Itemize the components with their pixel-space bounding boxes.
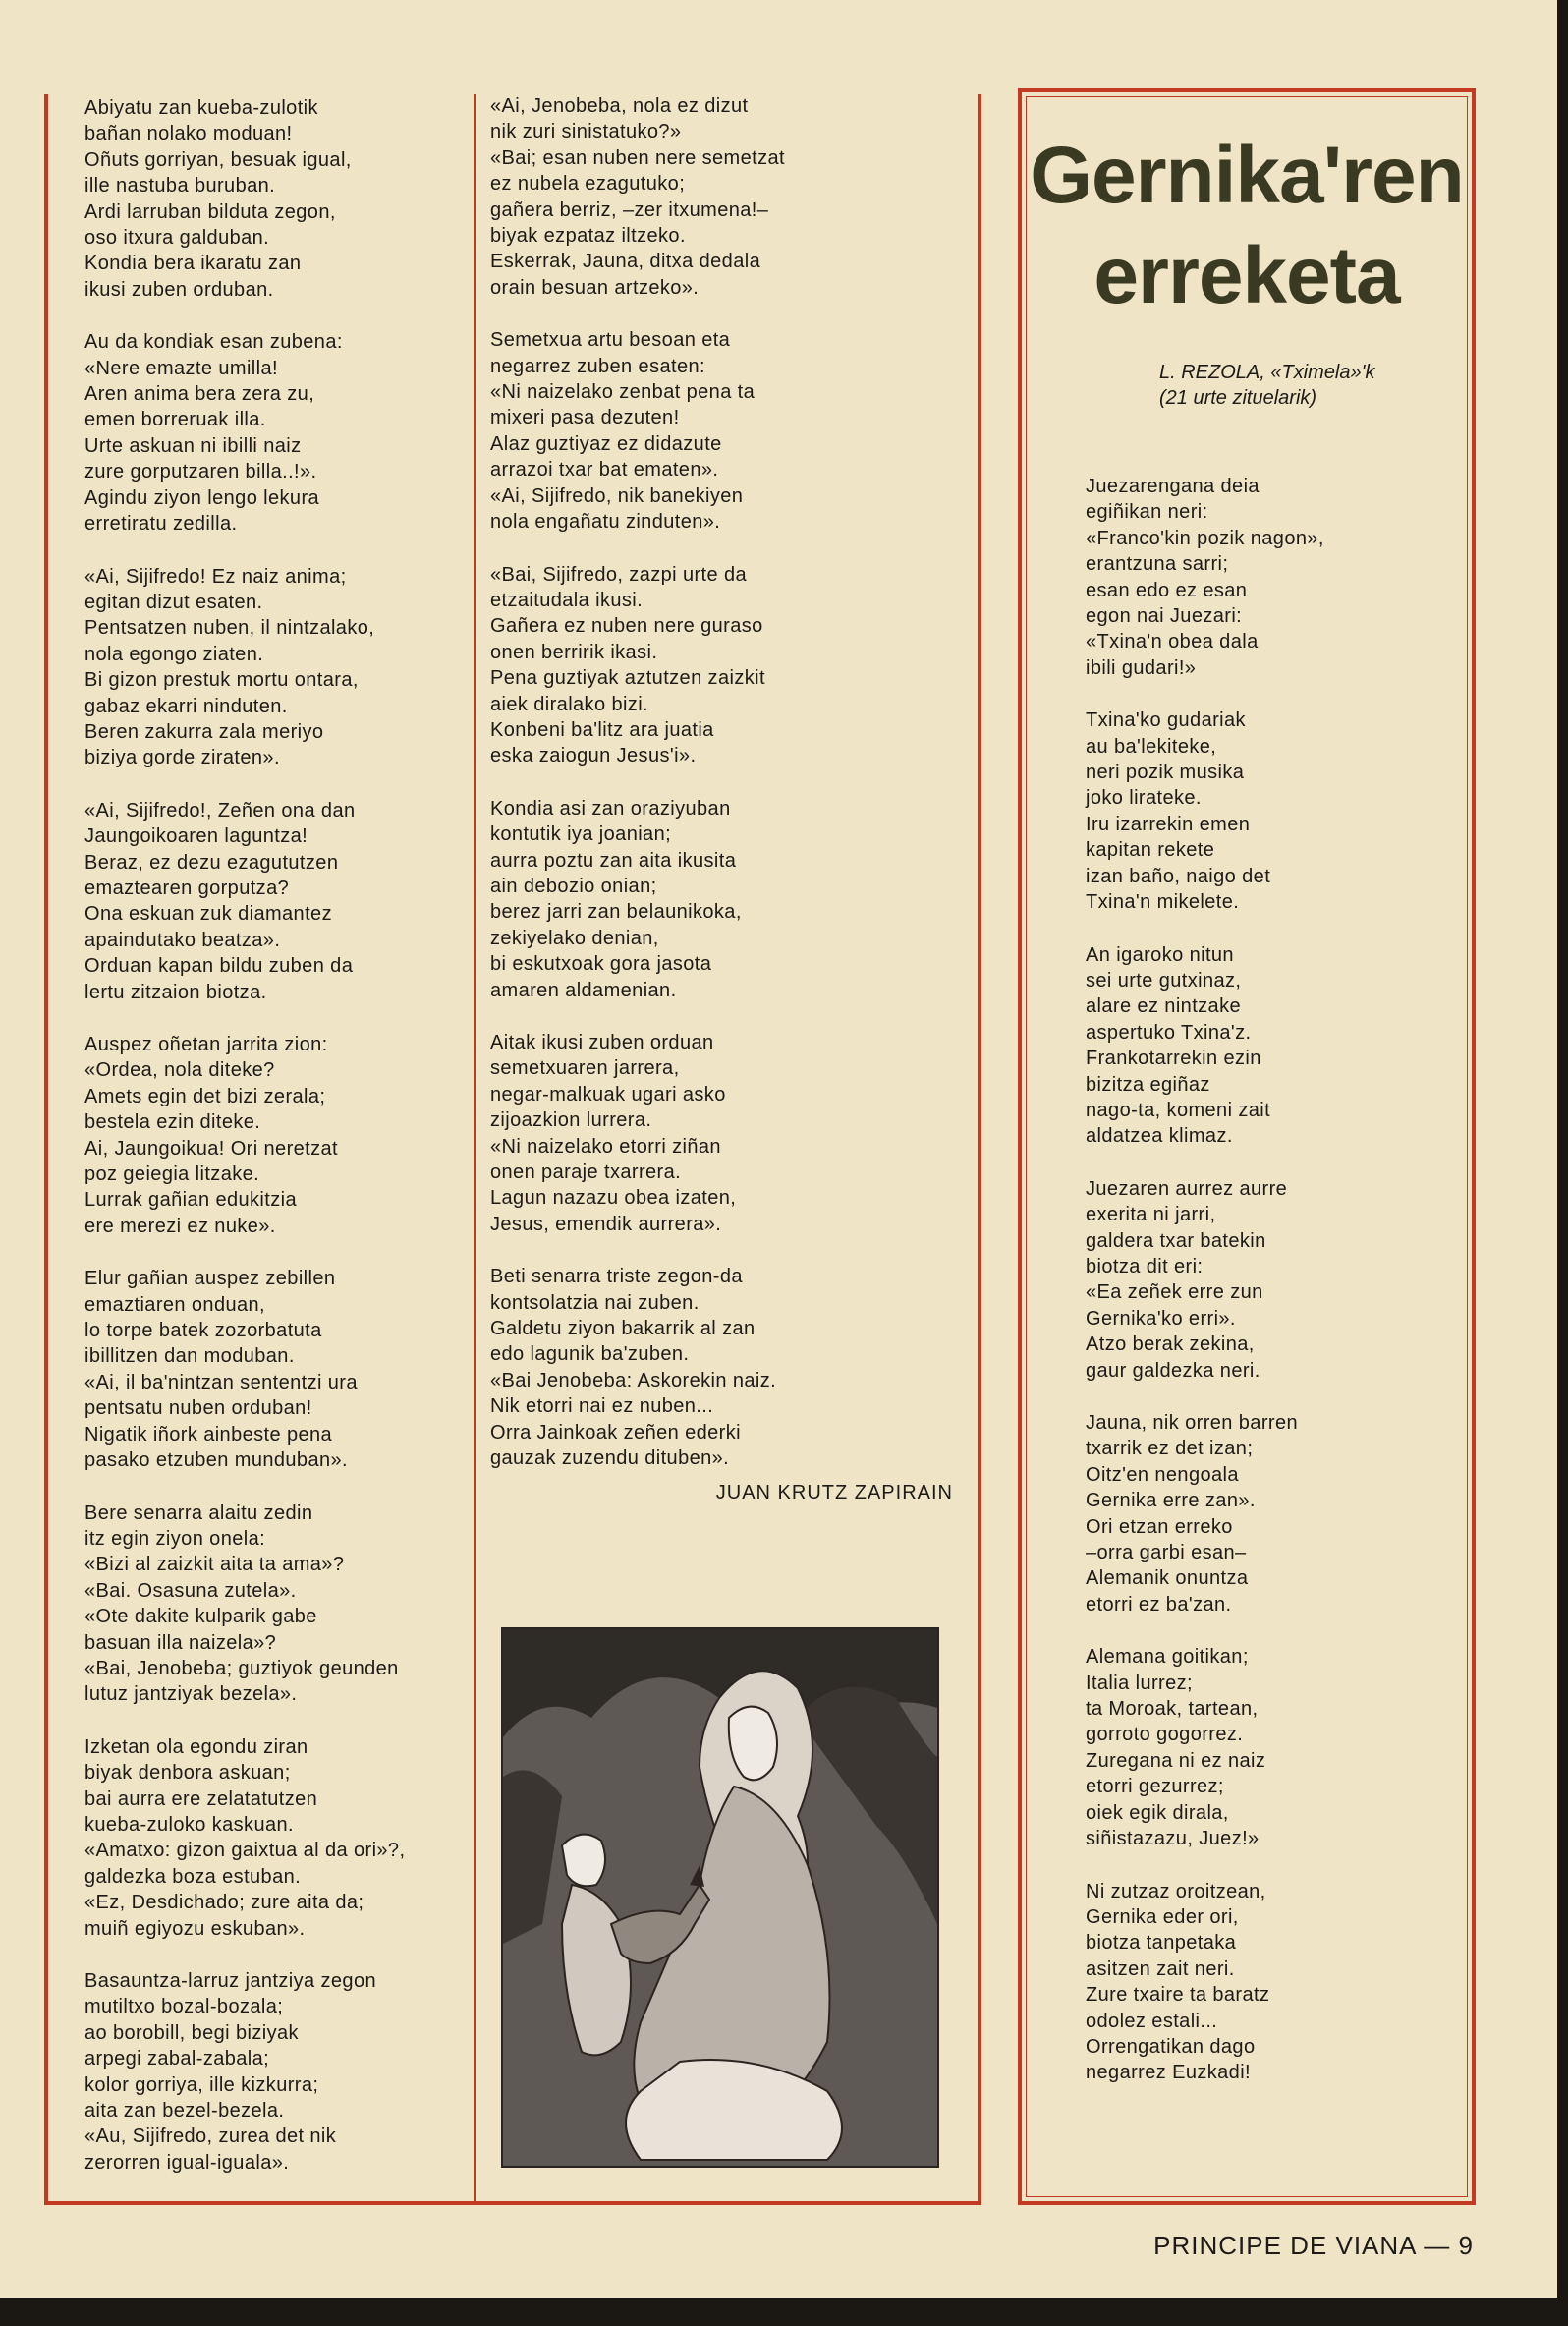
verse-line: bestela ezin diteke. — [84, 1111, 261, 1134]
verse-line: Lagun nazazu obea izaten, — [490, 1187, 737, 1210]
verse-line: amaren aldamenian. — [490, 979, 677, 1001]
verse-line: aldatzea klimaz. — [1086, 1125, 1233, 1148]
verse-line: Lurrak gañian edukitzia — [84, 1189, 297, 1212]
verse-line: lo torpe batek zozorbatuta — [84, 1320, 322, 1342]
verse-line: Ori etzan erreko — [1086, 1515, 1233, 1538]
verse-line: negarrez zuben esaten: — [490, 355, 705, 377]
scan-bottom-band — [0, 2298, 1568, 2326]
verse-line: Pena guztiyak aztutzen zaizkit — [490, 667, 765, 690]
verse-line: Elur gañian auspez zebillen — [84, 1268, 336, 1290]
stanza — [84, 329, 477, 537]
stanza — [1086, 942, 1439, 1150]
verse-line: nola egongo ziaten. — [84, 643, 264, 665]
verse-line: «Ea zeñek erre zun — [1086, 1281, 1263, 1304]
verse-line: «Ni naizelako zenbat pena ta — [490, 381, 756, 404]
verse-line: zure gorputzaren billa..!». — [84, 461, 317, 483]
verse-line: An igaroko nitun — [1086, 943, 1234, 966]
stanza — [84, 798, 477, 1005]
verse-line: zekiyelako denian, — [490, 927, 659, 949]
verse-line: gañera berriz, –zer itxumena!– — [490, 199, 769, 221]
stanza — [490, 1030, 952, 1237]
verse-line: «Ai, il ba'nintzan sententzi ura — [84, 1371, 358, 1393]
verse-line: aita zan bezel-bezela. — [84, 2100, 285, 2123]
verse-line: «Bai, Jenobeba; guztiyok geunden — [84, 1657, 399, 1679]
verse-line: egitan dizut esaten. — [84, 591, 263, 613]
verse-line: bañan nolako moduan! — [84, 123, 293, 145]
verse-line: «Ai, Sijifredo!, Zeñen ona dan — [84, 799, 356, 822]
stanza — [490, 1264, 952, 1471]
verse-line: Atzo berak zekina, — [1086, 1333, 1255, 1356]
verse-line: kontsolatzia nai zuben. — [490, 1291, 700, 1314]
verse-line: Txina'n mikelete. — [1086, 891, 1240, 914]
verse-line: «Bizi al zaizkit aita ta ama»? — [84, 1554, 345, 1576]
verse-line: apaindutako beatza». — [84, 929, 281, 951]
verse-line: Iru izarrekin emen — [1086, 813, 1251, 835]
stanza — [84, 1266, 477, 1473]
verse-line: Alemana goitikan; — [1086, 1646, 1249, 1669]
verse-line: negar-malkuak ugari asko — [490, 1083, 726, 1106]
verse-line: nago-ta, komeni zait — [1086, 1099, 1271, 1121]
verse-line: «Ni naizelako etorri ziñan — [490, 1135, 721, 1158]
verse-line: «Ordea, nola diteke? — [84, 1059, 275, 1082]
verse-line: «Au, Sijifredo, zurea det nik — [84, 2126, 337, 2148]
verse-line: Ona eskuan zuk diamantez — [84, 903, 332, 926]
verse-line: Jauna, nik orren barren — [1086, 1412, 1298, 1434]
verse-line: emaztearen gorputza? — [84, 877, 290, 899]
verse-line: kapitan rekete — [1086, 839, 1215, 862]
verse-line: ao borobill, begi biziyak — [84, 2021, 299, 2044]
verse-line: biyak ezpataz iltzeko. — [490, 225, 686, 248]
stanza — [1086, 1879, 1439, 2086]
verse-line: txarrik ez det izan; — [1086, 1438, 1254, 1460]
verse-line: Gernika erre zan». — [1086, 1490, 1256, 1512]
verse-line: esan edo ez esan — [1086, 579, 1248, 601]
verse-line: siñistazazu, Juez!» — [1086, 1828, 1260, 1850]
stanza — [1086, 1410, 1439, 1617]
verse-line: gauzak zuzendu dituben». — [490, 1447, 730, 1470]
verse-line: ez nubela ezagutuko; — [490, 173, 686, 196]
poem-column-2 — [490, 93, 952, 1499]
verse-line: zijoazkion lurrera. — [490, 1109, 652, 1132]
verse-line: kontutik iya joanian; — [490, 823, 672, 846]
verse-line: izan baño, naigo det — [1086, 865, 1271, 887]
verse-line: Ardi larruban bilduta zegon, — [84, 200, 336, 223]
verse-line: alare ez nintzake — [1086, 995, 1242, 1018]
verse-line: joko lirateke. — [1086, 787, 1202, 810]
verse-line: onen berririk ikasi. — [490, 641, 658, 663]
verse-line: Oñuts gorriyan, besuak igual, — [84, 148, 352, 171]
verse-line: pasako etzuben munduban». — [84, 1449, 348, 1472]
verse-line: «Ez, Desdichado; zure aita da; — [84, 1892, 364, 1914]
stanza — [1086, 708, 1439, 915]
verse-line: ikusi zuben orduban. — [84, 278, 274, 301]
verse-line: Zuregana ni ez naiz — [1086, 1749, 1266, 1772]
verse-line: galdera txar batekin — [1086, 1229, 1266, 1252]
verse-line: Bere senarra alaitu zedin — [84, 1502, 313, 1524]
verse-line: emen borreruak illa. — [84, 409, 266, 431]
verse-line: biyak denbora askuan; — [84, 1762, 291, 1785]
verse-line: Pentsatzen nuben, il nintzalako, — [84, 617, 375, 640]
verse-line: Juezarengana deia — [1086, 476, 1260, 497]
verse-line: ibillitzen dan moduban. — [84, 1345, 295, 1368]
verse-line: aiek diralako bizi. — [490, 693, 649, 715]
stanza — [490, 93, 952, 301]
verse-line: lertu zitzaion biotza. — [84, 981, 267, 1003]
woman-child-deer-illustration — [501, 1627, 939, 2168]
stanza — [1086, 474, 1439, 681]
verse-line: Alaz guztiyaz ez didazute — [490, 432, 722, 455]
verse-line: ere merezi ez nuke». — [84, 1215, 276, 1237]
verse-line: etorri ez ba'zan. — [1086, 1593, 1232, 1616]
stanza — [84, 1501, 477, 1708]
verse-line: «Amatxo: gizon gaixtua al da ori»?, — [84, 1840, 406, 1862]
verse-line: bizitza egiñaz — [1086, 1073, 1210, 1096]
verse-line: negarrez Euzkadi! — [1086, 2062, 1252, 2084]
verse-line: Gernika'ko erri». — [1086, 1307, 1236, 1330]
verse-line: etzaitudala ikusi. — [490, 589, 644, 611]
verse-line: ibili gudari!» — [1086, 656, 1197, 679]
verse-line: gorroto gogorrez. — [1086, 1724, 1244, 1746]
stanza — [490, 796, 952, 1003]
verse-line: Nik etorri nai ez nuben... — [490, 1395, 714, 1418]
verse-line: Ai, Jaungoikua! Ori neretzat — [84, 1137, 338, 1160]
verse-line: Basauntza-larruz jantziya zegon — [84, 1970, 376, 1992]
verse-line: Galdetu ziyon bakarrik al zan — [490, 1318, 756, 1340]
verse-line: Semetxua artu besoan eta — [490, 329, 731, 352]
poem-column-3 — [1086, 474, 1439, 2113]
verse-line: Agindu ziyon lengo lekura — [84, 486, 320, 509]
verse-line: Orduan kapan bildu zuben da — [84, 955, 354, 978]
byline — [1159, 360, 1454, 411]
verse-line: Jaungoikoaren laguntza! — [84, 825, 308, 848]
verse-line: neri pozik musika — [1086, 762, 1245, 784]
verse-line: erantzuna sarri; — [1086, 553, 1229, 576]
article-title — [1018, 126, 1476, 326]
verse-line: galdezka boza estuban. — [84, 1865, 302, 1888]
page-footer: PRINCIPE DE VIANA — 9 — [1153, 2231, 1474, 2260]
verse-line: ille nastuba buruban. — [84, 175, 276, 198]
verse-line: erretiratu zedilla. — [84, 513, 238, 536]
verse-line: Frankotarrekin ezin — [1086, 1048, 1261, 1070]
verse-line: biziya gorde ziraten». — [84, 747, 280, 769]
verse-line: Urte askuan ni ibilli naiz — [84, 434, 302, 457]
verse-line: bi eskutxoak gora jasota — [490, 953, 712, 976]
stanza — [84, 95, 477, 303]
verse-line: muiñ egiyozu eskuban». — [84, 1917, 306, 1940]
verse-line: Nigatik iñork ainbeste pena — [84, 1423, 333, 1446]
verse-line: zerorren igual-iguala». — [84, 2151, 290, 2174]
author-signature: JUAN KRUTZ ZAPIRAIN — [715, 1482, 953, 1503]
title-line-1: Gernika'ren — [1030, 131, 1464, 220]
verse-line: odolez estali... — [1086, 2010, 1218, 2032]
stanza — [1086, 1176, 1439, 1384]
verse-line: Orrengatikan dago — [1086, 2035, 1256, 2058]
verse-line: biotza dit eri: — [1086, 1255, 1204, 1277]
verse-line: «Franco'kin pozik nagon», — [1086, 527, 1324, 549]
verse-line: Aren anima bera zera zu, — [84, 383, 315, 406]
verse-line: poz geiegia litzake. — [84, 1163, 260, 1186]
stanza — [490, 327, 952, 535]
verse-line: gabaz ekarri ninduten. — [84, 695, 288, 717]
verse-line: Gañera ez nuben nere guraso — [490, 615, 763, 638]
verse-line: Txina'ko gudariak — [1086, 709, 1246, 732]
verse-line: arpegi zabal-zabala; — [84, 2048, 270, 2071]
verse-line: Zure txaire ta baratz — [1086, 1984, 1270, 2007]
verse-line: Beraz, ez dezu ezagututzen — [84, 851, 339, 874]
verse-line: Oitz'en nengoala — [1086, 1463, 1239, 1486]
stanza — [1086, 1644, 1439, 1851]
verse-line: lutuz jantziyak bezela». — [84, 1683, 298, 1706]
verse-line: Beti senarra triste zegon-da — [490, 1266, 743, 1288]
verse-line: etorri gezurrez; — [1086, 1776, 1224, 1798]
verse-line: kueba-zuloko kaskuan. — [84, 1813, 294, 1836]
verse-line: oso itxura galduban. — [84, 227, 270, 250]
verse-line: itz egin ziyon onela: — [84, 1527, 266, 1550]
verse-line: «Bai Jenobeba: Askorekin naiz. — [490, 1369, 777, 1391]
verse-line: «Ai, Sijifredo, nik banekiyen — [490, 484, 744, 507]
verse-line: Abiyatu zan kueba-zulotik — [84, 97, 318, 119]
verse-line: ta Moroak, tartean, — [1086, 1698, 1259, 1721]
verse-line: Orra Jainkoak zeñen ederki — [490, 1421, 741, 1444]
verse-line: gaur galdezka neri. — [1086, 1359, 1260, 1382]
verse-line: emaztiaren onduan, — [84, 1293, 265, 1316]
verse-line: «Txina'n obea dala — [1086, 631, 1259, 653]
verse-line: –orra garbi esan– — [1086, 1542, 1247, 1564]
verse-line: basuan illa naizela»? — [84, 1631, 277, 1654]
verse-line: ain debozio onian; — [490, 875, 657, 897]
verse-line: semetxuaren jarrera, — [490, 1057, 680, 1080]
stanza — [84, 1734, 477, 1942]
verse-line: nik zuri sinistatuko?» — [490, 121, 682, 143]
verse-line: Ni zutzaz oroitzean, — [1086, 1880, 1266, 1902]
verse-line: «Bai. Osasuna zutela». — [84, 1579, 297, 1602]
verse-line: nola engañatu zinduten». — [490, 511, 721, 534]
stanza — [84, 1032, 477, 1239]
byline-line-1: L. REZOLA, «Tximela»'k — [1159, 362, 1375, 383]
verse-line: Au da kondiak esan zubena: — [84, 331, 343, 354]
verse-line: sei urte gutxinaz, — [1086, 969, 1242, 992]
verse-line: Beren zakurra zala meriyo — [84, 720, 324, 743]
stanza — [84, 564, 477, 771]
verse-line: aurra poztu zan aita ikusita — [490, 849, 737, 872]
verse-line: egiñikan neri: — [1086, 501, 1208, 524]
title-line-2: erreketa — [1093, 231, 1400, 320]
verse-line: «Ai, Jenobeba, nola ez dizut — [490, 95, 749, 117]
verse-line: berez jarri zan belaunikoka, — [490, 901, 742, 924]
verse-line: edo lagunik ba'zuben. — [490, 1343, 690, 1366]
verse-line: «Nere emazte umilla! — [84, 357, 278, 379]
verse-line: au ba'lekiteke, — [1086, 735, 1217, 758]
verse-line: «Ote dakite kulparik gabe — [84, 1606, 317, 1628]
verse-line: exerita ni jarri, — [1086, 1204, 1216, 1226]
verse-line: orain besuan artzeko». — [490, 276, 700, 299]
stanza — [490, 562, 952, 769]
verse-line: Eskerrak, Jauna, ditxa dedala — [490, 251, 761, 273]
verse-line: arrazoi txar bat ematen». — [490, 459, 719, 482]
verse-line: pentsatu nuben orduban! — [84, 1397, 312, 1420]
verse-line: Bi gizon prestuk mortu ontara, — [84, 669, 359, 692]
verse-line: egon nai Juezari: — [1086, 605, 1243, 628]
byline-line-2: (21 urte zituelarik) — [1159, 387, 1317, 409]
verse-line: Konbeni ba'litz ara juatia — [490, 718, 714, 741]
verse-line: Kondia bera ikaratu zan — [84, 253, 302, 275]
verse-line: bai aurra ere zelatatutzen — [84, 1787, 318, 1810]
verse-line: Aitak ikusi zuben orduan — [490, 1032, 714, 1053]
verse-line: «Bai; esan nuben nere semetzat — [490, 146, 785, 169]
verse-line: kolor gorriya, ille kizkurra; — [84, 2073, 319, 2096]
verse-line: mutiltxo bozal-bozala; — [84, 1996, 284, 2018]
verse-line: onen paraje txarrera. — [490, 1162, 682, 1184]
verse-line: asitzen zait neri. — [1086, 1957, 1235, 1980]
verse-line: Kondia asi zan oraziyuban — [490, 797, 731, 820]
poem-column-1 — [84, 95, 477, 2202]
verse-line: Gernika eder ori, — [1086, 1905, 1239, 1928]
verse-line: Alemanik onuntza — [1086, 1567, 1249, 1590]
illustration-drawing — [503, 1629, 937, 2166]
verse-line: «Ai, Sijifredo! Ez naiz anima; — [84, 565, 347, 588]
verse-line: oiek egik dirala, — [1086, 1801, 1229, 1824]
verse-line: Jesus, emendik aurrera». — [490, 1213, 722, 1235]
stanza — [84, 1968, 477, 2176]
verse-line: Auspez oñetan jarrita zion: — [84, 1034, 328, 1055]
verse-line: aspertuko Txina'z. — [1086, 1021, 1252, 1044]
verse-line: «Bai, Sijifredo, zazpi urte da — [490, 563, 748, 586]
verse-line: Italia lurrez; — [1086, 1672, 1193, 1694]
verse-line: Izketan ola egondu ziran — [84, 1735, 308, 1758]
page-edge — [1557, 0, 1568, 2326]
verse-line: eska zaiogun Jesus'i». — [490, 745, 697, 767]
verse-line: Amets egin det bizi zerala; — [84, 1085, 326, 1107]
verse-line: biotza tanpetaka — [1086, 1932, 1237, 1955]
verse-line: mixeri pasa dezuten! — [490, 407, 680, 429]
verse-line: Juezaren aurrez aurre — [1086, 1177, 1288, 1200]
